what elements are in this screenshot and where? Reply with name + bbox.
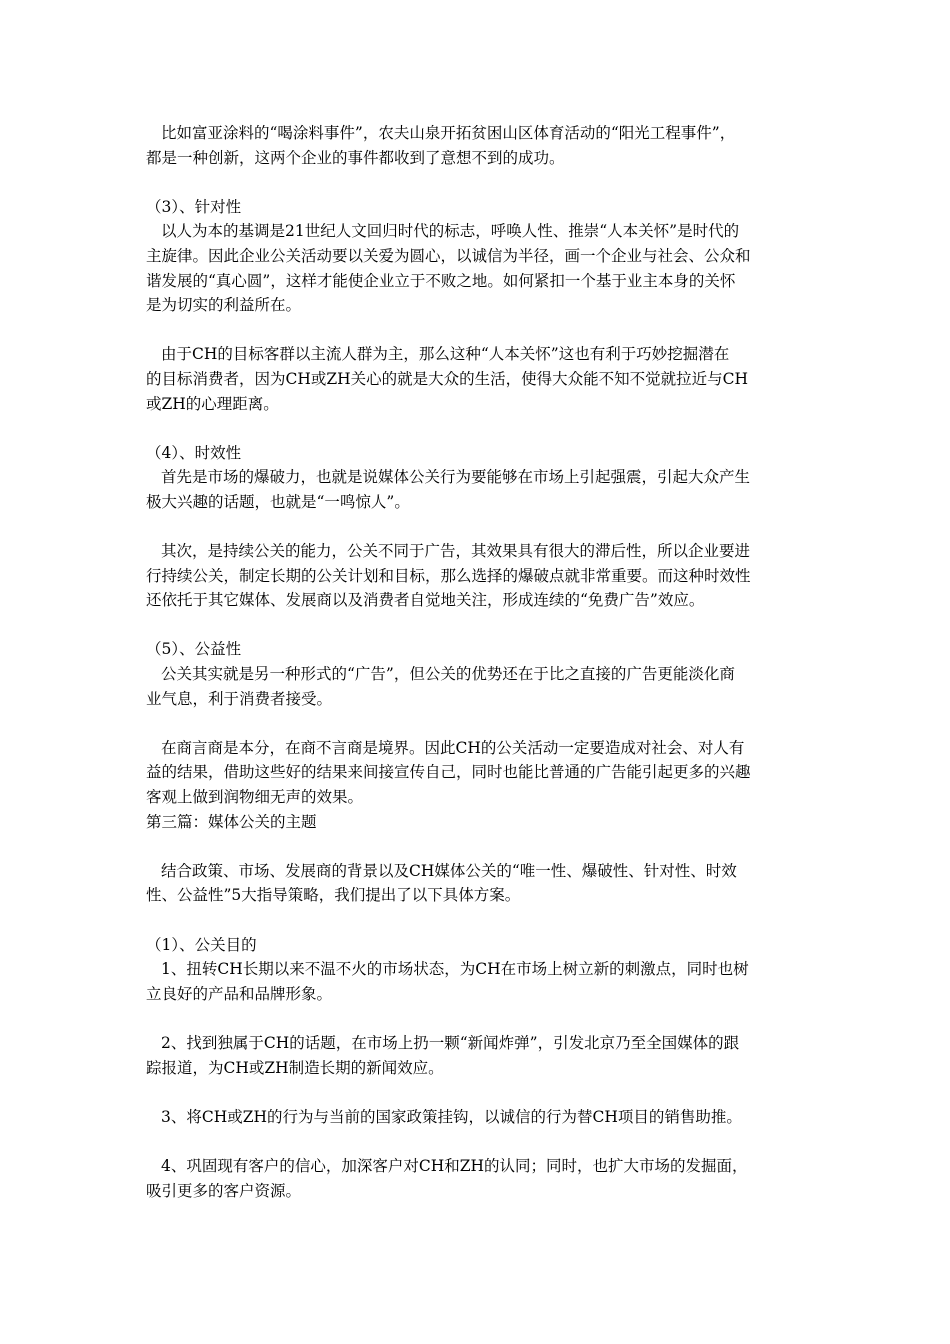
text-line: 业气息，利于消费者接受。 [146, 689, 333, 708]
chapter-heading: 第三篇：媒体公关的主题 [146, 812, 317, 831]
paragraph-gap [146, 416, 812, 441]
text-line: 结合政策、市场、发展商的背景以及CH媒体公关的“唯一性、爆破性、针对性、时效 [161, 861, 737, 880]
text-line: 的目标消费者，因为CH或ZH关心的就是大众的生活，使得大众能不知不觉就拉近与CH [146, 369, 749, 388]
text-line: 性、公益性”5大指导策略，我们提出了以下具体方案。 [146, 886, 521, 905]
text-line: 公关其实就是另一种形式的“广告”，但公关的优势还在于比之直接的广告更能淡化商 [161, 665, 735, 684]
text-line: 极大兴趣的话题，也就是“一鸣惊人”。 [146, 492, 410, 511]
text-line: 在商言商是本分，在商不言商是境界。因此CH的公关活动一定要造成对社会、对人有 [161, 738, 745, 757]
section-heading: （4）、时效性 [146, 443, 242, 462]
list-item: 2、找到独属于CH的话题，在市场上扔一颗“新闻炸弹”，引发北京乃至全国媒体的跟 [161, 1033, 740, 1052]
text-line: 行持续公关，制定长期的公关计划和目标，那么选择的爆破点就非常重要。而这种时效性 [146, 566, 751, 585]
list-item: 4、巩固现有客户的信心，加深客户对CH和ZH的认同；同时，也扩大市场的发掘面， [161, 1156, 748, 1175]
text-line: 立良好的产品和品牌形象。 [146, 984, 333, 1003]
text-line: 踪报道，为CH或ZH制造长期的新闻效应。 [146, 1058, 444, 1077]
text-line: 或ZH的心理距离。 [146, 394, 279, 413]
paragraph-gap [146, 711, 812, 736]
paragraph-gap [146, 170, 812, 195]
text-line: 由于CH的目标客群以主流人群为主，那么这种“人本关怀”这也有利于巧妙挖掘潜在 [161, 345, 730, 364]
text-line: 主旋律。因此企业公关活动要以关爱为圆心，以诚信为半径，画一个企业与社会、公众和 [146, 246, 751, 265]
text-line: 比如富亚涂料的“喝涂料事件”，农夫山泉开拓贫困山区体育活动的“阳光工程事件”， [161, 124, 736, 142]
text-line: 都是一种创新，这两个企业的事件都收到了意想不到的成功。 [146, 148, 565, 167]
paragraph-gap [146, 908, 812, 933]
text-line: 首先是市场的爆破力，也就是说媒体公关行为要能够在市场上引起强震，引起大众产生 [161, 468, 751, 487]
list-item: 3、将CH或ZH的行为与当前的国家政策挂钩，以诚信的行为替CH项目的销售助推。 [161, 1107, 742, 1126]
paragraph-gap [146, 318, 812, 343]
section-heading: （1）、公关目的 [146, 935, 257, 954]
list-item: 1、扭转CH长期以来不温不火的市场状态，为CH在市场上树立新的刺激点，同时也树 [161, 960, 749, 979]
paragraph-gap [146, 834, 812, 859]
text-line: 谐发展的“真心圆”，这样才能使企业立于不败之地。如何紧扣一个基于业主本身的关怀 [146, 271, 736, 290]
document-page [146, 121, 812, 1203]
text-line: 是为切实的利益所在。 [146, 296, 302, 315]
paragraph-gap [146, 613, 812, 638]
text-line: 还依托于其它媒体、发展商以及消费者自觉地关注，形成连续的“免费广告”效应。 [146, 591, 705, 610]
text-line: 益的结果，借助这些好的结果来间接宣传自己，同时也能比普通的广告能引起更多的兴趣 [146, 763, 751, 782]
paragraph-gap [146, 515, 812, 540]
section-heading: （5）、公益性 [146, 640, 242, 659]
paragraph-gap [146, 1006, 812, 1031]
text-line: 其次，是持续公关的能力，公关不同于广告，其效果具有很大的滞后性，所以企业要进 [161, 542, 751, 561]
paragraph-gap [146, 1129, 812, 1154]
text-line: 以人为本的基调是21世纪人文回归时代的标志，呼唤人性、推崇“人本关怀”是时代的 [161, 222, 740, 241]
paragraph-gap [146, 1080, 812, 1105]
text-line: 客观上做到润物细无声的效果。 [146, 788, 364, 807]
section-heading: （3）、针对性 [146, 197, 242, 216]
text-line: 吸引更多的客户资源。 [146, 1181, 302, 1200]
